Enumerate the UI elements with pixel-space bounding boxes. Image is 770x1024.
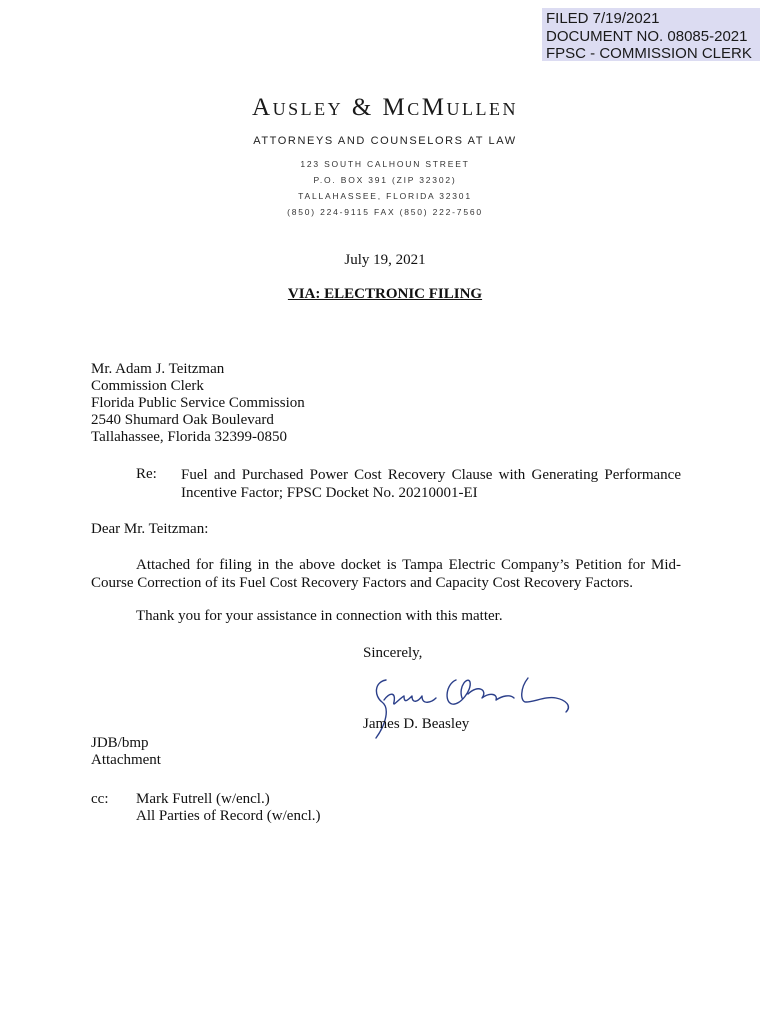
recipient-city: Tallahassee, Florida 32399-0850 [91,429,287,445]
recipient-street: 2540 Shumard Oak Boulevard [91,412,274,428]
thanks-paragraph: Thank you for your assistance in connection with this matter. [136,608,503,624]
re-subject: Fuel and Purchased Power Cost Recovery Clause with Generating Performance Incentive Factor; FPSC Docket No. 20210001-EI [181,467,681,501]
firm-street-address: 123 SOUTH CALHOUN STREET [300,159,470,169]
cc-recipient: Mark Futrell (w/encl.) [136,791,270,807]
body-paragraph: Attached for filing in the above docket is Tampa Electric Company’s Petition for Mid-Course Correction of its Fuel Cost Recovery Factors and Capacity Cost Recovery Factors. [91,557,681,591]
cc-label: cc: [91,791,109,807]
letter-date: July 19, 2021 [344,252,426,268]
salutation: Dear Mr. Teitzman: [91,521,209,537]
filing-stamp [542,8,760,61]
firm-phone-fax: (850) 224-9115 FAX (850) 222-7560 [287,207,483,217]
closing: Sincerely, [363,645,423,661]
recipient-name: Mr. Adam J. Teitzman [91,361,225,377]
cc-recipient: All Parties of Record (w/encl.) [136,808,321,824]
recipient-organization: Florida Public Service Commission [91,395,305,411]
signer-name: James D. Beasley [363,716,470,732]
stamp-clerk: FPSC - COMMISSION CLERK [546,45,752,62]
stamp-document-number: DOCUMENT NO. 08085-2021 [546,27,748,45]
re-label: Re: [136,466,157,482]
stamp-filed-date: FILED 7/19/2021 [546,10,660,27]
recipient-title: Commission Clerk [91,378,204,394]
attachment-note: Attachment [91,752,161,768]
delivery-method: VIA: ELECTRONIC FILING [287,286,483,302]
firm-po-box: P.O. BOX 391 (ZIP 32302) [313,175,457,185]
firm-name: Ausley & McMullen [252,94,518,121]
firm-city: TALLAHASSEE, FLORIDA 32301 [298,191,472,201]
typist-initials: JDB/bmp [91,735,149,751]
firm-tagline: ATTORNEYS AND COUNSELORS AT LAW [253,135,517,147]
